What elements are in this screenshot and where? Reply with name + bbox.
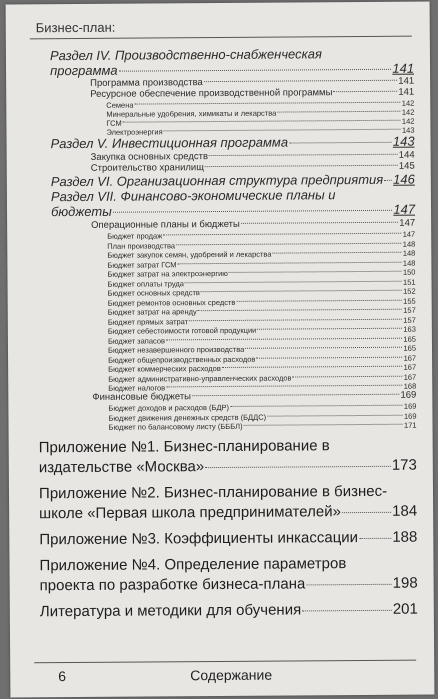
toc-appendix-1-line-1: Приложение №1. Бизнес-планирование в [38, 437, 330, 457]
toc-entry: Бюджет доходов и расходов (БДР) 169 [108, 401, 417, 413]
toc-entry: Бюджет административно-управленческих расходов 167 [108, 372, 417, 384]
toc-entry: Семена 142 [106, 98, 415, 110]
toc-appendix-1: издательстве «Москва» 173 [38, 456, 417, 477]
toc-entry: Бюджет оплаты труда 151 [107, 277, 416, 289]
toc-entry: Бюджет прямых затрат 157 [107, 315, 416, 327]
toc-entry: Бюджет продаж 147 [107, 229, 416, 241]
page-number: 6 [58, 668, 67, 685]
toc-entry-section-7-cont: бюджеты 147 [50, 201, 416, 220]
footer-rule [34, 660, 416, 664]
toc-entry: Бюджет себестоимости готовой продукции 163 [107, 324, 416, 336]
footer-title: Содержание [190, 666, 273, 684]
toc-entry: Бюджет коммерческих расходов 167 [108, 362, 417, 374]
toc-entry-section-4-cont: программа 141 [49, 60, 415, 79]
header-rule [30, 36, 412, 40]
toc-entry: Строительство хранилищ 145 [90, 160, 415, 174]
toc-entry: Бюджет основных средств 152 [107, 286, 416, 298]
table-of-contents [6, 46, 430, 432]
book-page [6, 2, 435, 698]
toc-entry: Бюджет затрат на аренду 157 [107, 305, 416, 317]
toc-entry: Ресурсное обеспечение производственной программы 141 [90, 86, 415, 100]
toc-entry: Бюджет затрат ГСМ 148 [107, 258, 416, 270]
toc-entry: Бюджет движения денежных средств (БДДС) 169 [108, 411, 417, 423]
toc-entry: Закупка основных средств 144 [90, 149, 415, 163]
toc-entry: План производства 148 [107, 239, 416, 251]
toc-entry: Бюджет незавершенного производства 165 [107, 343, 417, 355]
toc-entry: Электроэнергия 143 [106, 125, 415, 137]
toc-appendix-2-line-1: Приложение №2. Бизнес-планирование в бизнес- [38, 482, 388, 503]
toc-entry-section-6: Раздел VI. Организационная структура предприятия 146 [50, 171, 415, 190]
toc-entry: Финансовые бюджеты 169 [92, 389, 417, 403]
running-header: Бизнес-план: [35, 19, 116, 36]
toc-entry: Операционные планы и бюджеты 147 [91, 217, 416, 231]
toc-entry: ГСМ 142 [106, 116, 415, 128]
toc-appendix-4: проекта по разработке бизнеса-плана 198 [39, 574, 418, 595]
toc-entry: Бюджет налогов 168 [108, 381, 417, 393]
toc-entry: Бюджет закупок семян, удобрений и лекарства 148 [107, 248, 416, 260]
toc-entry: Бюджет по балансовому листу (БББЛ) 171 [108, 420, 417, 432]
toc-entry-section-7: Раздел VII. Финансово-экономические планы и [50, 187, 336, 205]
toc-entry-section-4: Раздел IV. Производственно-снабженческая [49, 46, 322, 64]
toc-entry: Программа производства 141 [90, 75, 415, 89]
toc-appendix-3: Приложение №3. Коэффициенты инкассации 188 [39, 528, 418, 549]
toc-appendix-4-line-1: Приложение №4. Определение параметров [39, 555, 347, 575]
toc-entry-section-5: Раздел V. Инвестиционная программа 143 [50, 133, 415, 152]
toc-entry: Бюджет запасов 165 [107, 334, 416, 346]
toc-entry: Минеральные удобрения, химикаты и лекарства 142 [106, 107, 415, 119]
toc-entry: Бюджет общепроизводственных расходов 167 [108, 353, 417, 365]
toc-entry: Бюджет затрат на электроэнергию 150 [107, 267, 416, 279]
toc-entry: Бюджет ремонтов основных средств 155 [107, 296, 416, 308]
toc-bibliography: Литература и методики для обучения 201 [39, 600, 418, 621]
toc-appendix-2: школе «Первая школа предпринимателей» 184 [39, 502, 418, 523]
